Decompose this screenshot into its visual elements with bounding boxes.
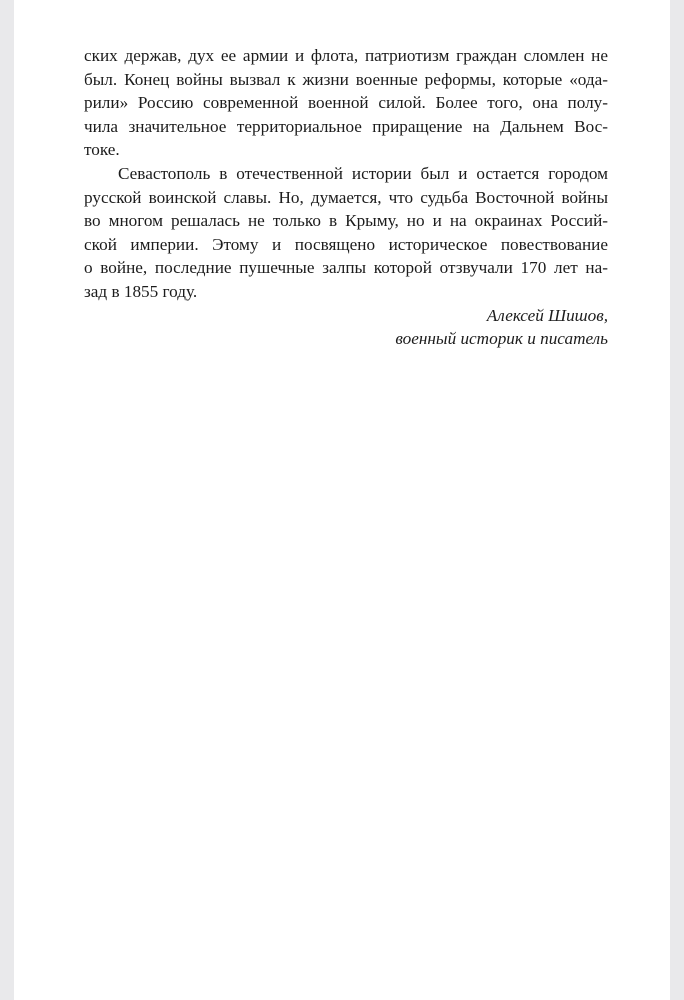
text-line: чила значительное территориальное приращение на Дальнем Вос-	[84, 116, 608, 136]
text-line: о войне, последние пушечные залпы которой отзвучали 170 лет на-	[84, 258, 608, 278]
signature	[84, 304, 608, 351]
text-line: Севастополь в отечественной истории был и остается городом	[118, 163, 608, 183]
paragraph-2	[84, 162, 608, 304]
text-line: русской воинской славы. Но, думается, что судьба Восточной войны	[84, 187, 608, 207]
document-page	[14, 0, 670, 1000]
text-line: был. Конец войны вызвал к жизни военные реформы, которые «ода-	[84, 69, 608, 89]
signature-name: Алексей Шишов,	[486, 305, 608, 325]
text-line: ской империи. Этому и посвящено историческое повествование	[84, 234, 608, 254]
signature-role: военный историк и писатель	[395, 329, 608, 349]
text-line: рили» Россию современной военной силой. Более того, она полу-	[84, 93, 608, 113]
text-line: зад в 1855 году.	[84, 281, 198, 301]
paragraph-1	[84, 44, 608, 162]
page-text	[84, 44, 608, 351]
text-line: токе.	[84, 140, 120, 160]
text-line: во многом решалась не только в Крыму, но и на окраинах Россий-	[84, 211, 608, 231]
text-line: ских держав, дух ее армии и флота, патриотизм граждан сломлен не	[84, 46, 608, 65]
